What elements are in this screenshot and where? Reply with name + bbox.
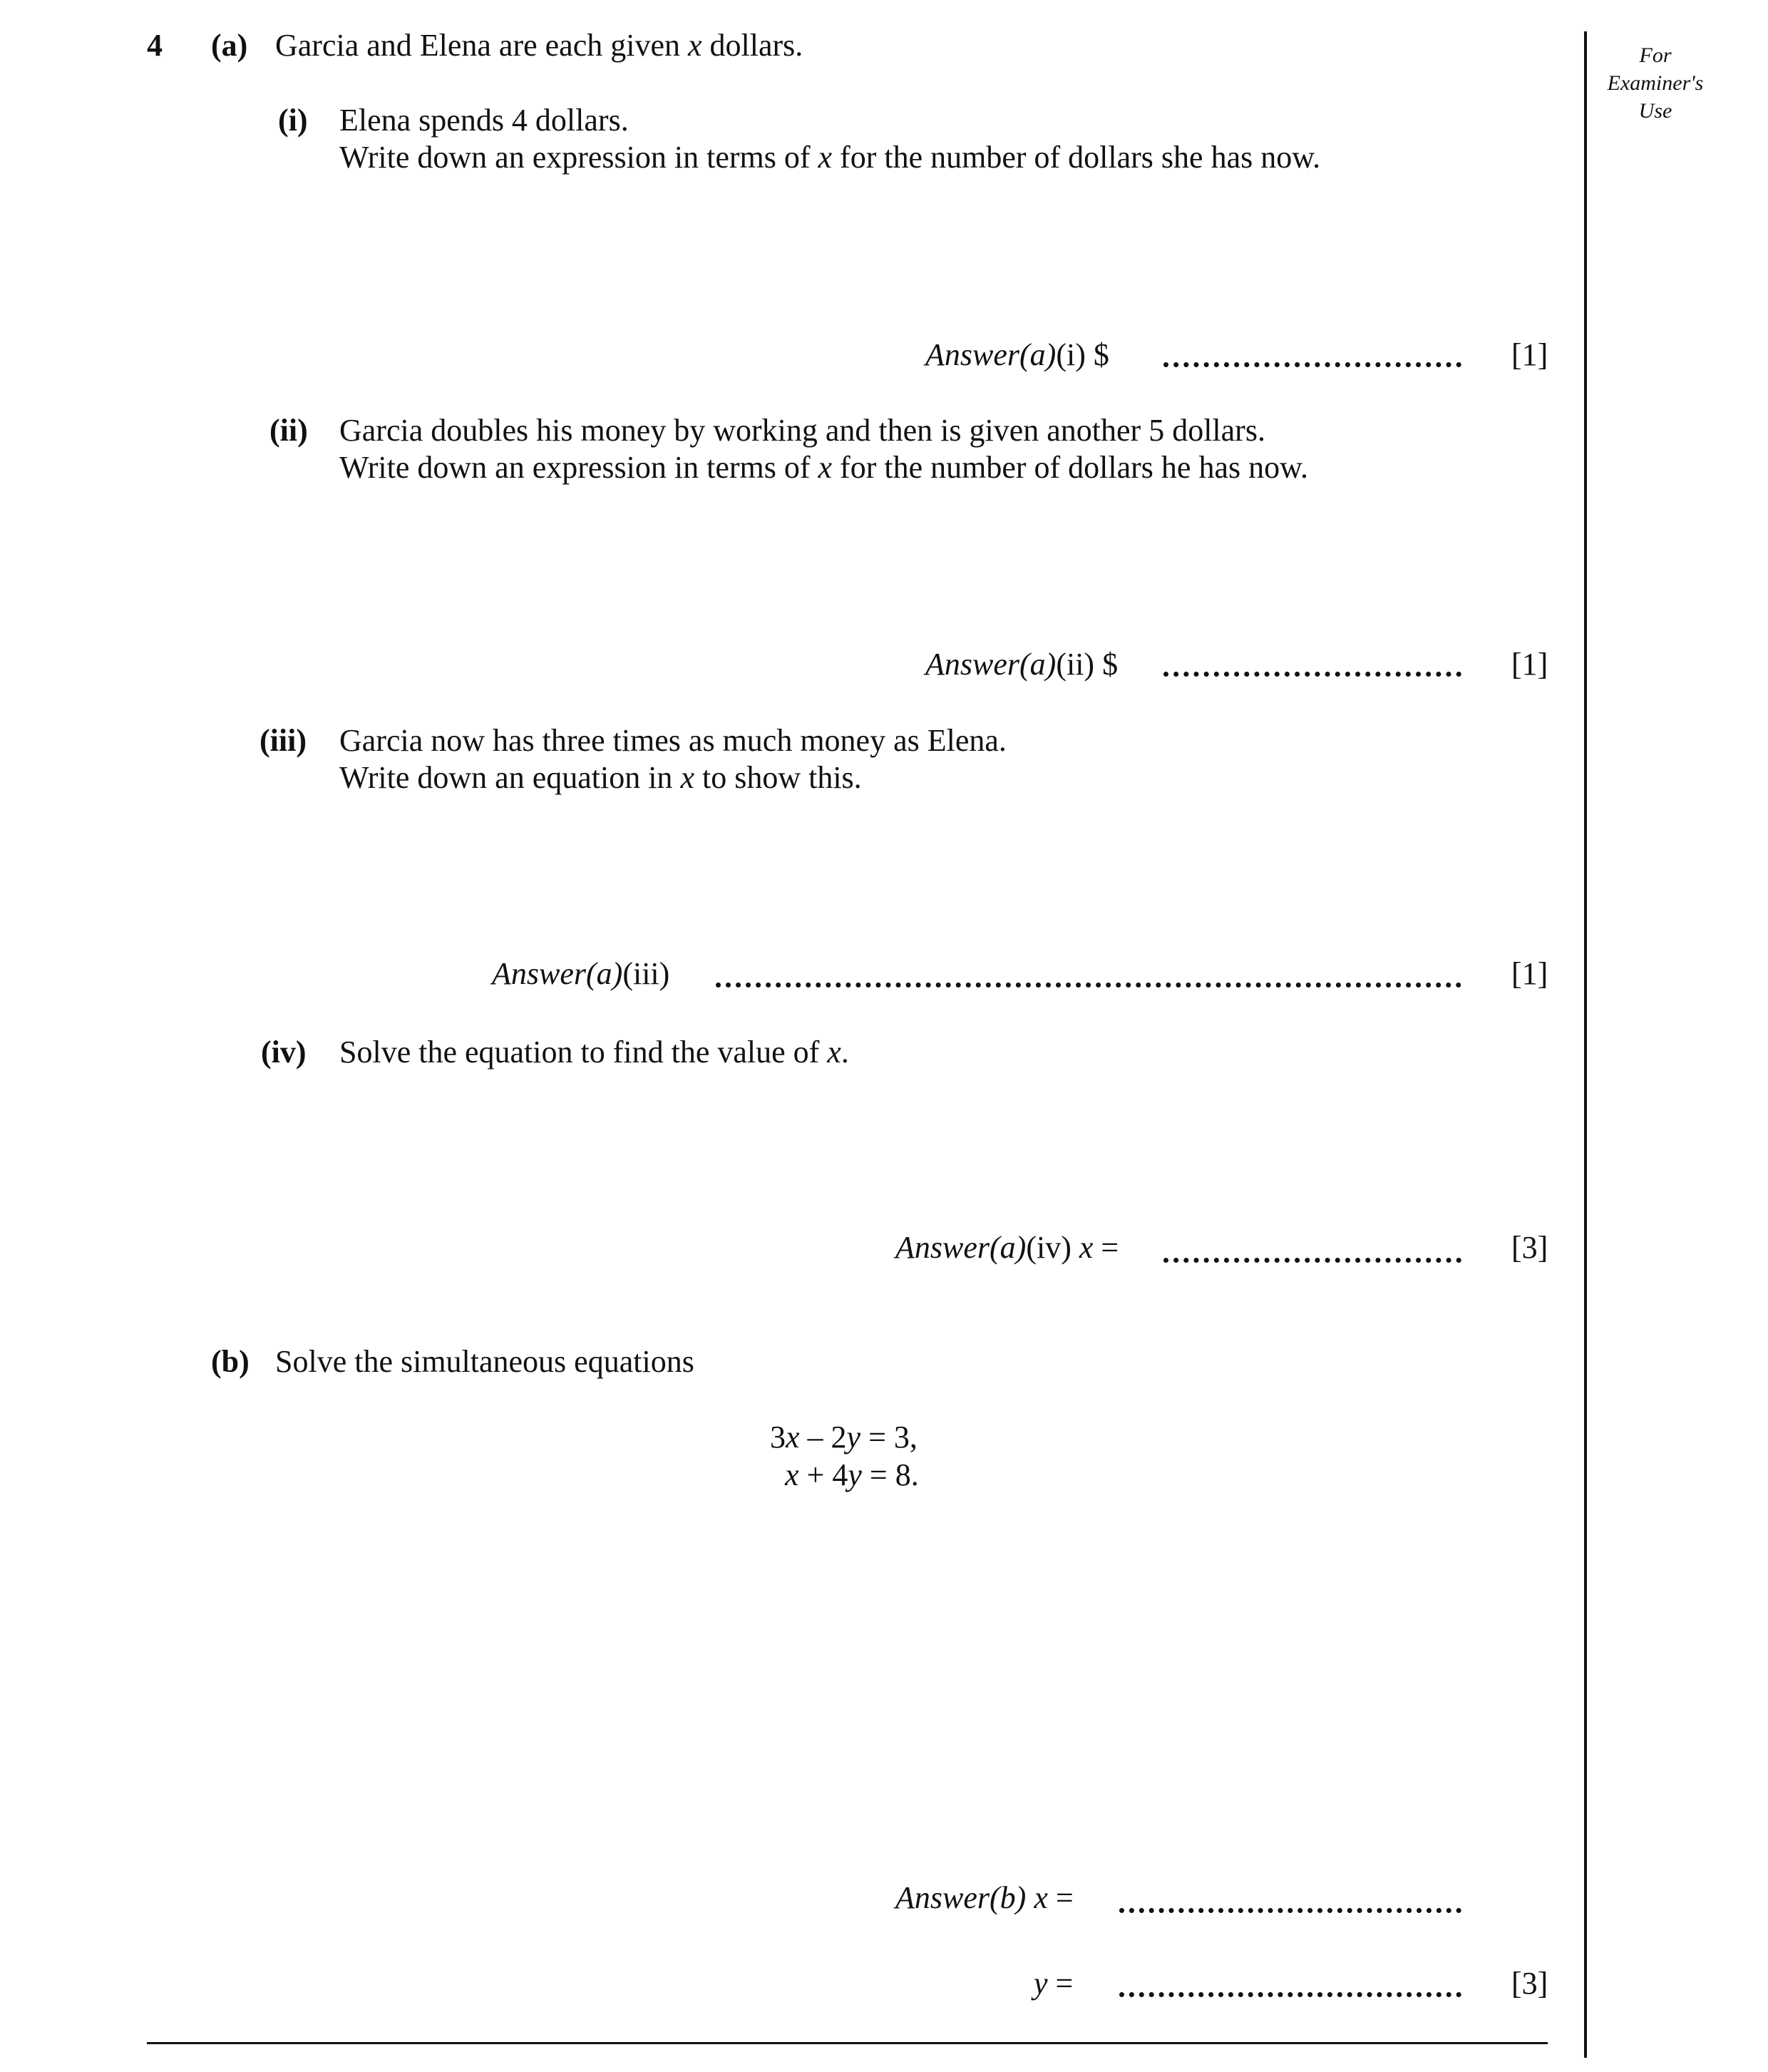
- equation-1: 3x – 2y = 3,: [770, 1420, 918, 1455]
- answer-b-x-line[interactable]: [1119, 1908, 1461, 1913]
- answer-b-y-label: y =: [1034, 1966, 1074, 2001]
- answer-b-y-line[interactable]: [1119, 1992, 1461, 1997]
- examiner-note-line: For: [1639, 43, 1672, 67]
- answer-a-i-line[interactable]: [1163, 362, 1461, 367]
- part-ii-line2: Write down an expression in terms of x for the number of dollars he has now.: [339, 450, 1309, 485]
- answer-a-iv-line[interactable]: [1163, 1258, 1461, 1263]
- marks-a-ii: [1]: [1511, 647, 1548, 682]
- question-number: 4: [147, 28, 163, 63]
- answer-a-ii-line[interactable]: [1163, 672, 1461, 677]
- answer-b-x-label: Answer(b) x =: [895, 1880, 1074, 1915]
- examiner-note-line: Use: [1638, 99, 1672, 123]
- part-a-label: (a): [211, 28, 248, 63]
- part-i-label: (i): [278, 103, 308, 138]
- examiner-note-line: Examiner's: [1607, 71, 1704, 95]
- equation-2: x + 4y = 8.: [785, 1457, 919, 1492]
- part-iii-line1: Garcia now has three times as much money as Elena.: [339, 723, 1007, 758]
- answer-a-iv-label: Answer(a)(iv) x =: [895, 1230, 1119, 1265]
- part-iv-label: (iv): [261, 1035, 307, 1070]
- marks-a-iv: [3]: [1511, 1230, 1548, 1265]
- answer-a-iii-label: Answer(a)(iii): [492, 956, 670, 991]
- answer-a-iii-line[interactable]: [716, 983, 1461, 988]
- part-iii-label: (iii): [259, 723, 307, 758]
- examiner-margin-rule: [1584, 31, 1587, 2058]
- part-i-line1: Elena spends 4 dollars.: [339, 103, 629, 138]
- page-bottom-rule: [147, 2042, 1548, 2044]
- answer-a-i-label: Answer(a)(i) $: [925, 337, 1109, 372]
- examiner-use-note: [1591, 41, 1720, 125]
- part-b-label: (b): [211, 1344, 250, 1379]
- part-iii-line2: Write down an equation in x to show this.: [339, 760, 862, 795]
- marks-a-iii: [1]: [1511, 956, 1548, 991]
- part-ii-line1: Garcia doubles his money by working and then is given another 5 dollars.: [339, 413, 1265, 448]
- part-iv-line1: Solve the equation to find the value of x.: [339, 1035, 849, 1070]
- marks-a-i: [1]: [1511, 337, 1548, 372]
- part-i-line2: Write down an expression in terms of x for the number of dollars she has now.: [339, 140, 1321, 175]
- part-b-intro: Solve the simultaneous equations: [275, 1344, 694, 1379]
- part-a-intro: Garcia and Elena are each given x dollars.: [275, 28, 803, 63]
- part-ii-label: (ii): [269, 413, 308, 448]
- answer-a-ii-label: Answer(a)(ii) $: [925, 647, 1119, 682]
- marks-b: [3]: [1511, 1966, 1548, 2001]
